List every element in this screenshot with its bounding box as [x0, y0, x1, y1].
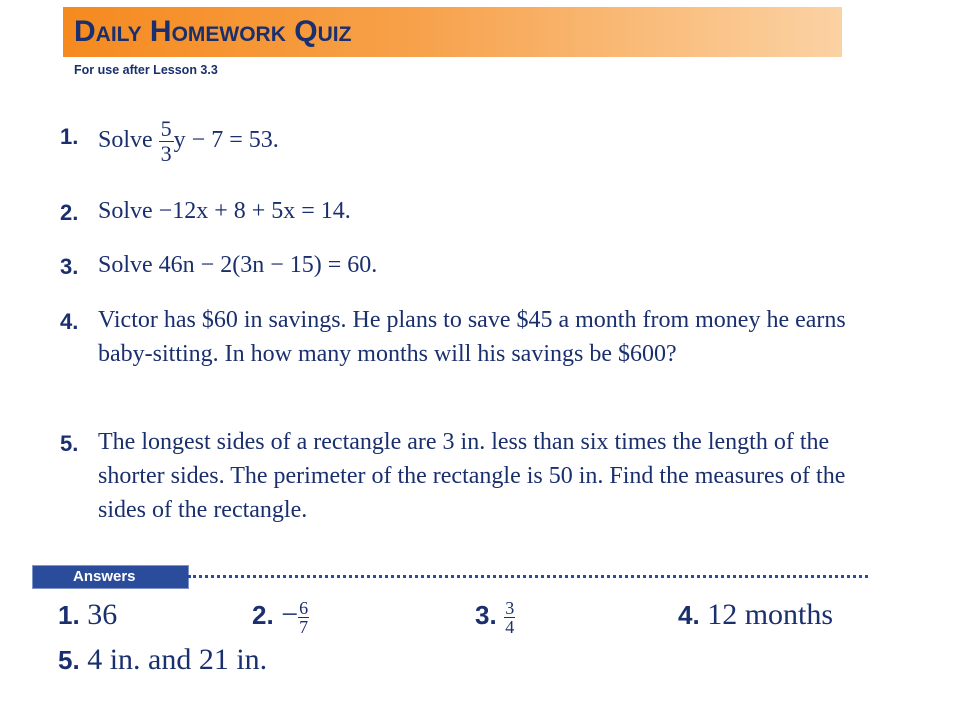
answer-3 [475, 598, 515, 636]
question-text: Solve −12x + 8 + 5x = 14. [98, 198, 351, 224]
question-5 [60, 425, 858, 527]
question-number: 2. [60, 200, 79, 225]
question-1 [60, 118, 858, 165]
question-number: 3. [60, 254, 79, 279]
question-text-pre: Solve [98, 127, 159, 154]
fraction-numerator: 6 [299, 597, 309, 618]
answer-number: 4. [678, 600, 700, 630]
fraction-numerator: 5 [160, 116, 172, 141]
answer-4 [678, 598, 833, 632]
answer-number: 5. [58, 645, 80, 675]
fraction-numerator: 3 [505, 597, 515, 618]
answer-sign: − [281, 598, 299, 631]
answer-5 [58, 643, 267, 677]
fraction-denominator: 7 [299, 616, 309, 637]
question-2 [60, 194, 858, 228]
question-text: Solve 46n − 2(3n − 15) = 60. [98, 252, 378, 278]
answers-divider [188, 575, 868, 578]
answer-value: 12 months [707, 598, 834, 631]
page-subtitle: For use after Lesson 3.3 [74, 63, 218, 77]
answer-value: 4 in. and 21 in. [87, 643, 268, 676]
answer-value: 36 [87, 598, 118, 631]
question-4 [60, 303, 858, 371]
question-number: 4. [60, 309, 79, 334]
title-banner [63, 7, 842, 57]
answer-2 [252, 598, 309, 636]
answer-number: 3. [475, 600, 497, 630]
answers-header-bar [32, 565, 189, 589]
question-text: The longest sides of a rectangle are 3 in. less than six times the length of the shorter sides. The perimeter of the rectangle is 50 in. Find the measures of the sides of the rectangle. [98, 429, 846, 523]
answer-fraction [298, 599, 309, 636]
answer-fraction [504, 599, 515, 636]
fraction-denominator: 3 [160, 141, 172, 166]
fraction-denominator: 4 [505, 616, 515, 637]
answer-1 [58, 598, 117, 632]
answer-number: 1. [58, 600, 80, 630]
page-title: Daily Homework Quiz [74, 15, 352, 48]
question-text: Victor has $60 in savings. He plans to save $45 a month from money he earns baby-sitting. In how many months will his savings be $600? [98, 307, 846, 367]
fraction [159, 118, 174, 165]
question-text [98, 118, 858, 165]
question-number: 5. [60, 431, 79, 456]
answer-number: 2. [252, 600, 274, 630]
question-text-post: y − 7 = 53. [173, 127, 279, 154]
question-number: 1. [60, 124, 79, 149]
answers-label: Answers [73, 568, 136, 585]
question-3 [60, 248, 858, 282]
